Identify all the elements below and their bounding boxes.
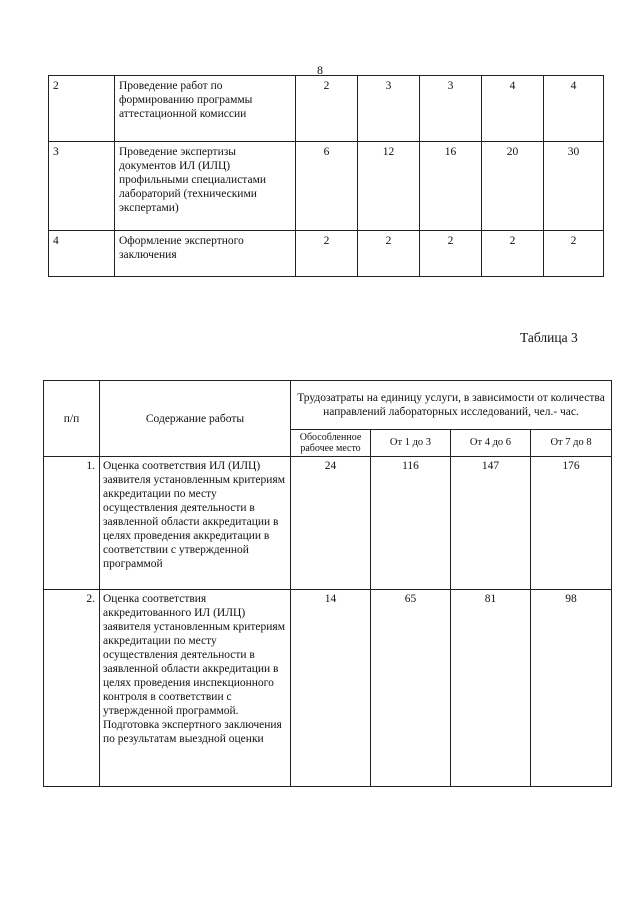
value-cell: 12 (358, 142, 420, 231)
value-cell: 2 (296, 231, 358, 277)
value-cell: 3 (420, 76, 482, 142)
page-number: 8 (317, 63, 323, 77)
row-number: 1. (44, 457, 100, 590)
column-header-pp: п/п (44, 381, 100, 457)
value-cell: 3 (358, 76, 420, 142)
table-row (44, 457, 612, 590)
table-row (49, 142, 604, 231)
value-cell: 98 (531, 590, 612, 787)
value-cell: 16 (420, 142, 482, 231)
value-cell: 2 (358, 231, 420, 277)
value-cell: 2 (482, 231, 544, 277)
value-cell: 176 (531, 457, 612, 590)
value-cell: 2 (420, 231, 482, 277)
subheader-separate-workplace: Обособленное рабочее место (291, 430, 371, 457)
row-number: 4 (49, 231, 115, 277)
table-caption: Таблица 3 (520, 330, 578, 345)
value-cell: 2 (296, 76, 358, 142)
subheader-1-to-3: От 1 до 3 (371, 430, 451, 457)
value-cell: 65 (371, 590, 451, 787)
value-cell: 6 (296, 142, 358, 231)
table-row (44, 590, 612, 787)
value-cell: 14 (291, 590, 371, 787)
header-row (44, 381, 612, 430)
table-row (49, 76, 604, 142)
row-description: Оформление экспертного заключения (115, 231, 296, 277)
row-description: Оценка соответствия аккредитованного ИЛ (ИЛЦ) заявителя установленным критериям аккредитации по месту осуществления деятельности в заявленной области аккредитации в целях проведения инспекционного контроля в соответствии с утвержденной программой. Подготовка экспертного заключения по результатам выездной оценки (100, 590, 291, 787)
value-cell: 81 (451, 590, 531, 787)
row-description: Проведение работ по формированию программы аттестационной комиссии (115, 76, 296, 142)
row-description: Оценка соответствия ИЛ (ИЛЦ) заявителя установленным критериям аккредитации по месту осуществления деятельности в заявленной области аккредитации в целях проведения аккредитации в соответствии с утвержденной программой (100, 457, 291, 590)
value-cell: 24 (291, 457, 371, 590)
labor-costs-table (43, 380, 612, 787)
table-row (49, 231, 604, 277)
row-number: 3 (49, 142, 115, 231)
value-cell: 2 (544, 231, 604, 277)
value-cell: 4 (482, 76, 544, 142)
value-cell: 4 (544, 76, 604, 142)
column-header-labor-costs: Трудозатраты на единицу услуги, в зависимости от количества направлений лабораторных исследований, чел.- час. (291, 381, 612, 430)
row-description: Проведение экспертизы документов ИЛ (ИЛЦ) профильными специалистами лабораторий (техническими экспертами) (115, 142, 296, 231)
work-table-continued (48, 75, 604, 277)
value-cell: 147 (451, 457, 531, 590)
value-cell: 20 (482, 142, 544, 231)
value-cell: 30 (544, 142, 604, 231)
column-header-content: Содержание работы (100, 381, 291, 457)
subheader-4-to-6: От 4 до 6 (451, 430, 531, 457)
value-cell: 116 (371, 457, 451, 590)
row-number: 2 (49, 76, 115, 142)
row-number: 2. (44, 590, 100, 787)
subheader-7-to-8: От 7 до 8 (531, 430, 612, 457)
